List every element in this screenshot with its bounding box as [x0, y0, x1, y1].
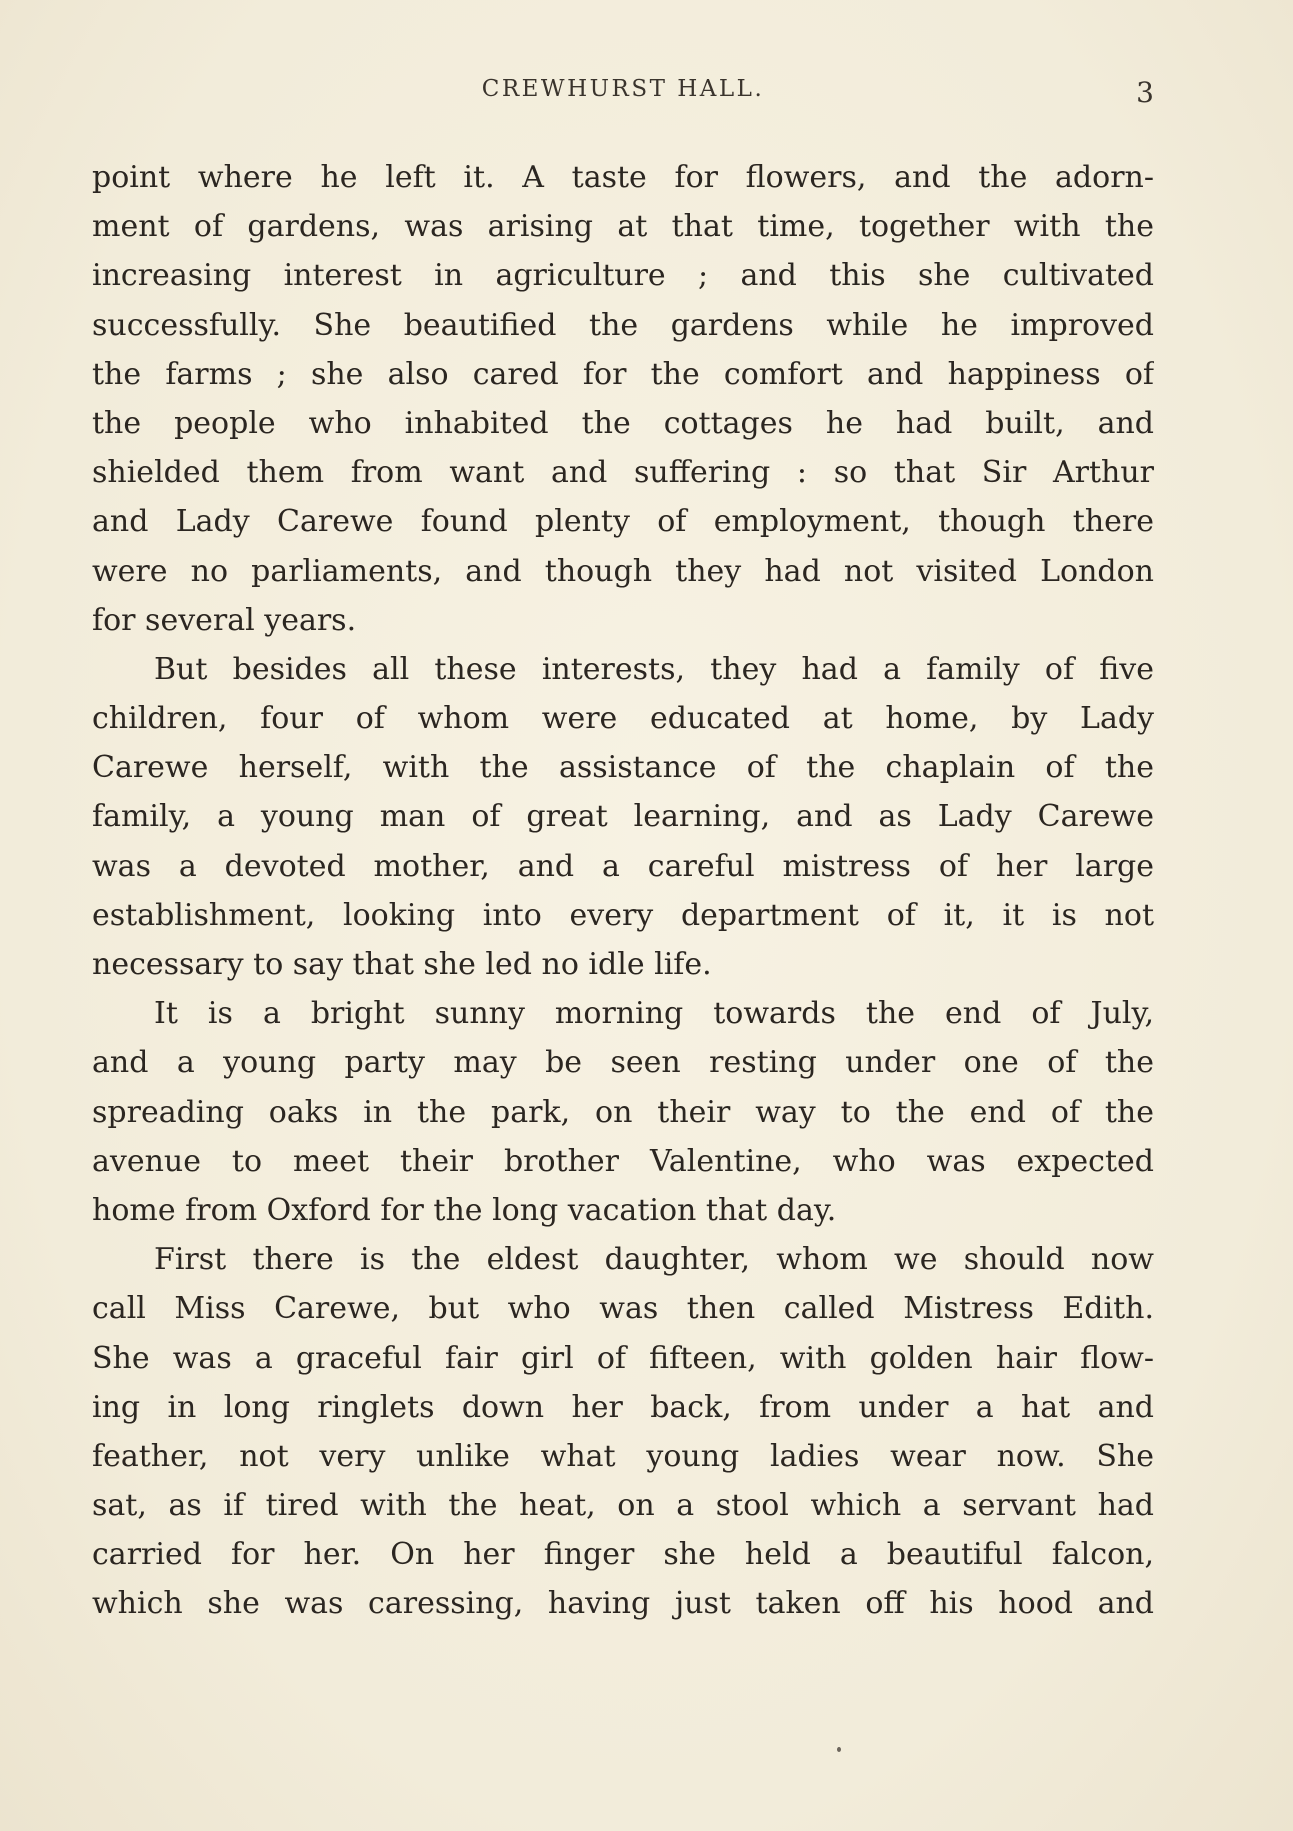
text-line: call Miss Carewe, but who was then called Mistress Edith.	[92, 1291, 1154, 1327]
paper-speck	[837, 1747, 841, 1752]
running-title: CREWHURST HALL.	[481, 76, 765, 102]
text-line: was a devoted mother, and a careful mistress of her large	[92, 848, 1154, 884]
text-line: necessary to say that she led no idle life.	[92, 947, 712, 982]
text-line: and Lady Carewe found plenty of employment, though there	[92, 504, 1154, 540]
text-line: She was a graceful fair girl of fifteen, with golden hair flow-	[92, 1340, 1154, 1376]
text-line: First there is the eldest daughter, whom we should now	[154, 1242, 1154, 1278]
text-line: the people who inhabited the cottages he had built, and	[92, 405, 1154, 441]
text-line: home from Oxford for the long vacation that day.	[92, 1192, 837, 1228]
text-line: the farms ; she also cared for the comfort and happiness of	[92, 356, 1154, 392]
text-line: shielded them from want and suffering : so that Sir Arthur	[92, 455, 1154, 491]
text-line: But besides all these interests, they had a family of five	[154, 651, 1154, 687]
text-line: ment of gardens, was arising at that time, together with the	[92, 209, 1154, 245]
text-line: spreading oaks in the park, on their way to the end of the	[92, 1094, 1154, 1130]
text-line: avenue to meet their brother Valentine, who was expected	[92, 1143, 1154, 1179]
text-line: carried for her. On her finger she held a beautiful falcon,	[92, 1537, 1154, 1573]
text-line: It is a bright sunny morning towards the end of July,	[154, 996, 1154, 1032]
text-line: which she was caressing, having just taken off his hood and	[92, 1586, 1154, 1622]
text-line: and a young party may be seen resting under one of the	[92, 1045, 1154, 1081]
text-line: were no parliaments, and though they had not visited London	[92, 553, 1154, 589]
body-text	[92, 153, 1154, 1629]
text-line: point where he left it. A taste for flowers, and the adorn-	[92, 160, 1154, 195]
text-line: for several years.	[92, 602, 357, 638]
text-line: sat, as if tired with the heat, on a stool which a servant had	[92, 1488, 1154, 1524]
page-number: 3	[1136, 76, 1154, 109]
text-line: successfully. She beautified the gardens while he improved	[92, 307, 1154, 343]
text-line: Carewe herself, with the assistance of the chaplain of the	[92, 750, 1154, 786]
running-head	[92, 76, 1154, 116]
text-line: children, four of whom were educated at home, by Lady	[92, 701, 1154, 737]
text-line: ing in long ringlets down her back, from under a hat and	[92, 1389, 1154, 1425]
text-line: increasing interest in agriculture ; and this she cultivated	[92, 258, 1154, 294]
text-line: feather, not very unlike what young ladies wear now. She	[92, 1438, 1154, 1474]
text-line: family, a young man of great learning, and as Lady Carewe	[92, 799, 1154, 835]
text-line: establishment, looking into every department of it, it is not	[92, 897, 1154, 933]
